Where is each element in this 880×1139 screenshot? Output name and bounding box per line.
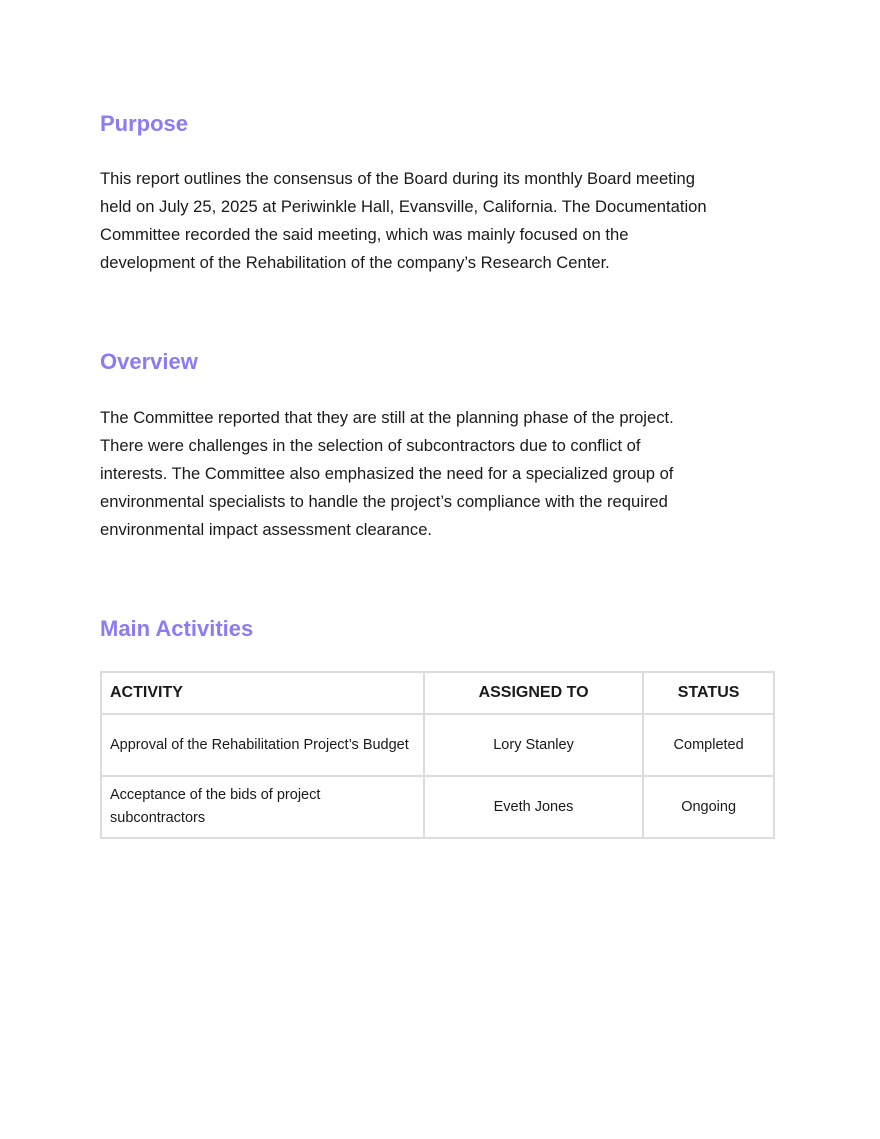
table-header-row: [101, 672, 774, 714]
table-row: [101, 714, 774, 776]
main-activities-heading: Main Activities: [100, 616, 254, 641]
text-line: held on July 25, 2025 at Periwinkle Hall, Evansville, California. The Documentation: [100, 197, 707, 216]
header-assigned-to: ASSIGNED TO: [424, 672, 643, 714]
text-line: This report outlines the consensus of the Board during its monthly Board meeting: [100, 169, 695, 188]
table-row: [101, 776, 774, 838]
activity-cell: Acceptance of the bids of project subcontractors: [101, 776, 424, 838]
text-line: development of the Rehabilitation of the company’s Research Center.: [100, 253, 610, 272]
assignee-cell: Lory Stanley: [424, 714, 643, 776]
header-activity: ACTIVITY: [101, 672, 424, 714]
status-cell: Completed: [643, 714, 774, 776]
purpose-heading: Purpose: [100, 111, 189, 136]
purpose-paragraph: [100, 165, 800, 277]
assignee-cell: Eveth Jones: [424, 776, 643, 838]
text-line: environmental specialists to handle the project’s compliance with the required: [100, 492, 668, 511]
text-line: The Committee reported that they are still at the planning phase of the project.: [100, 408, 674, 427]
text-line: Committee recorded the said meeting, which was mainly focused on the: [100, 225, 629, 244]
overview-paragraph: [100, 404, 800, 544]
activities-table: [100, 671, 775, 839]
status-cell: Ongoing: [643, 776, 774, 838]
text-line: There were challenges in the selection of subcontractors due to conflict of: [100, 436, 641, 455]
text-line: environmental impact assessment clearance.: [100, 520, 433, 539]
header-status: STATUS: [643, 672, 774, 714]
overview-heading: Overview: [100, 349, 198, 374]
activity-cell: Approval of the Rehabilitation Project’s Budget: [101, 714, 424, 776]
text-line: interests. The Committee also emphasized the need for a specialized group of: [100, 464, 674, 483]
